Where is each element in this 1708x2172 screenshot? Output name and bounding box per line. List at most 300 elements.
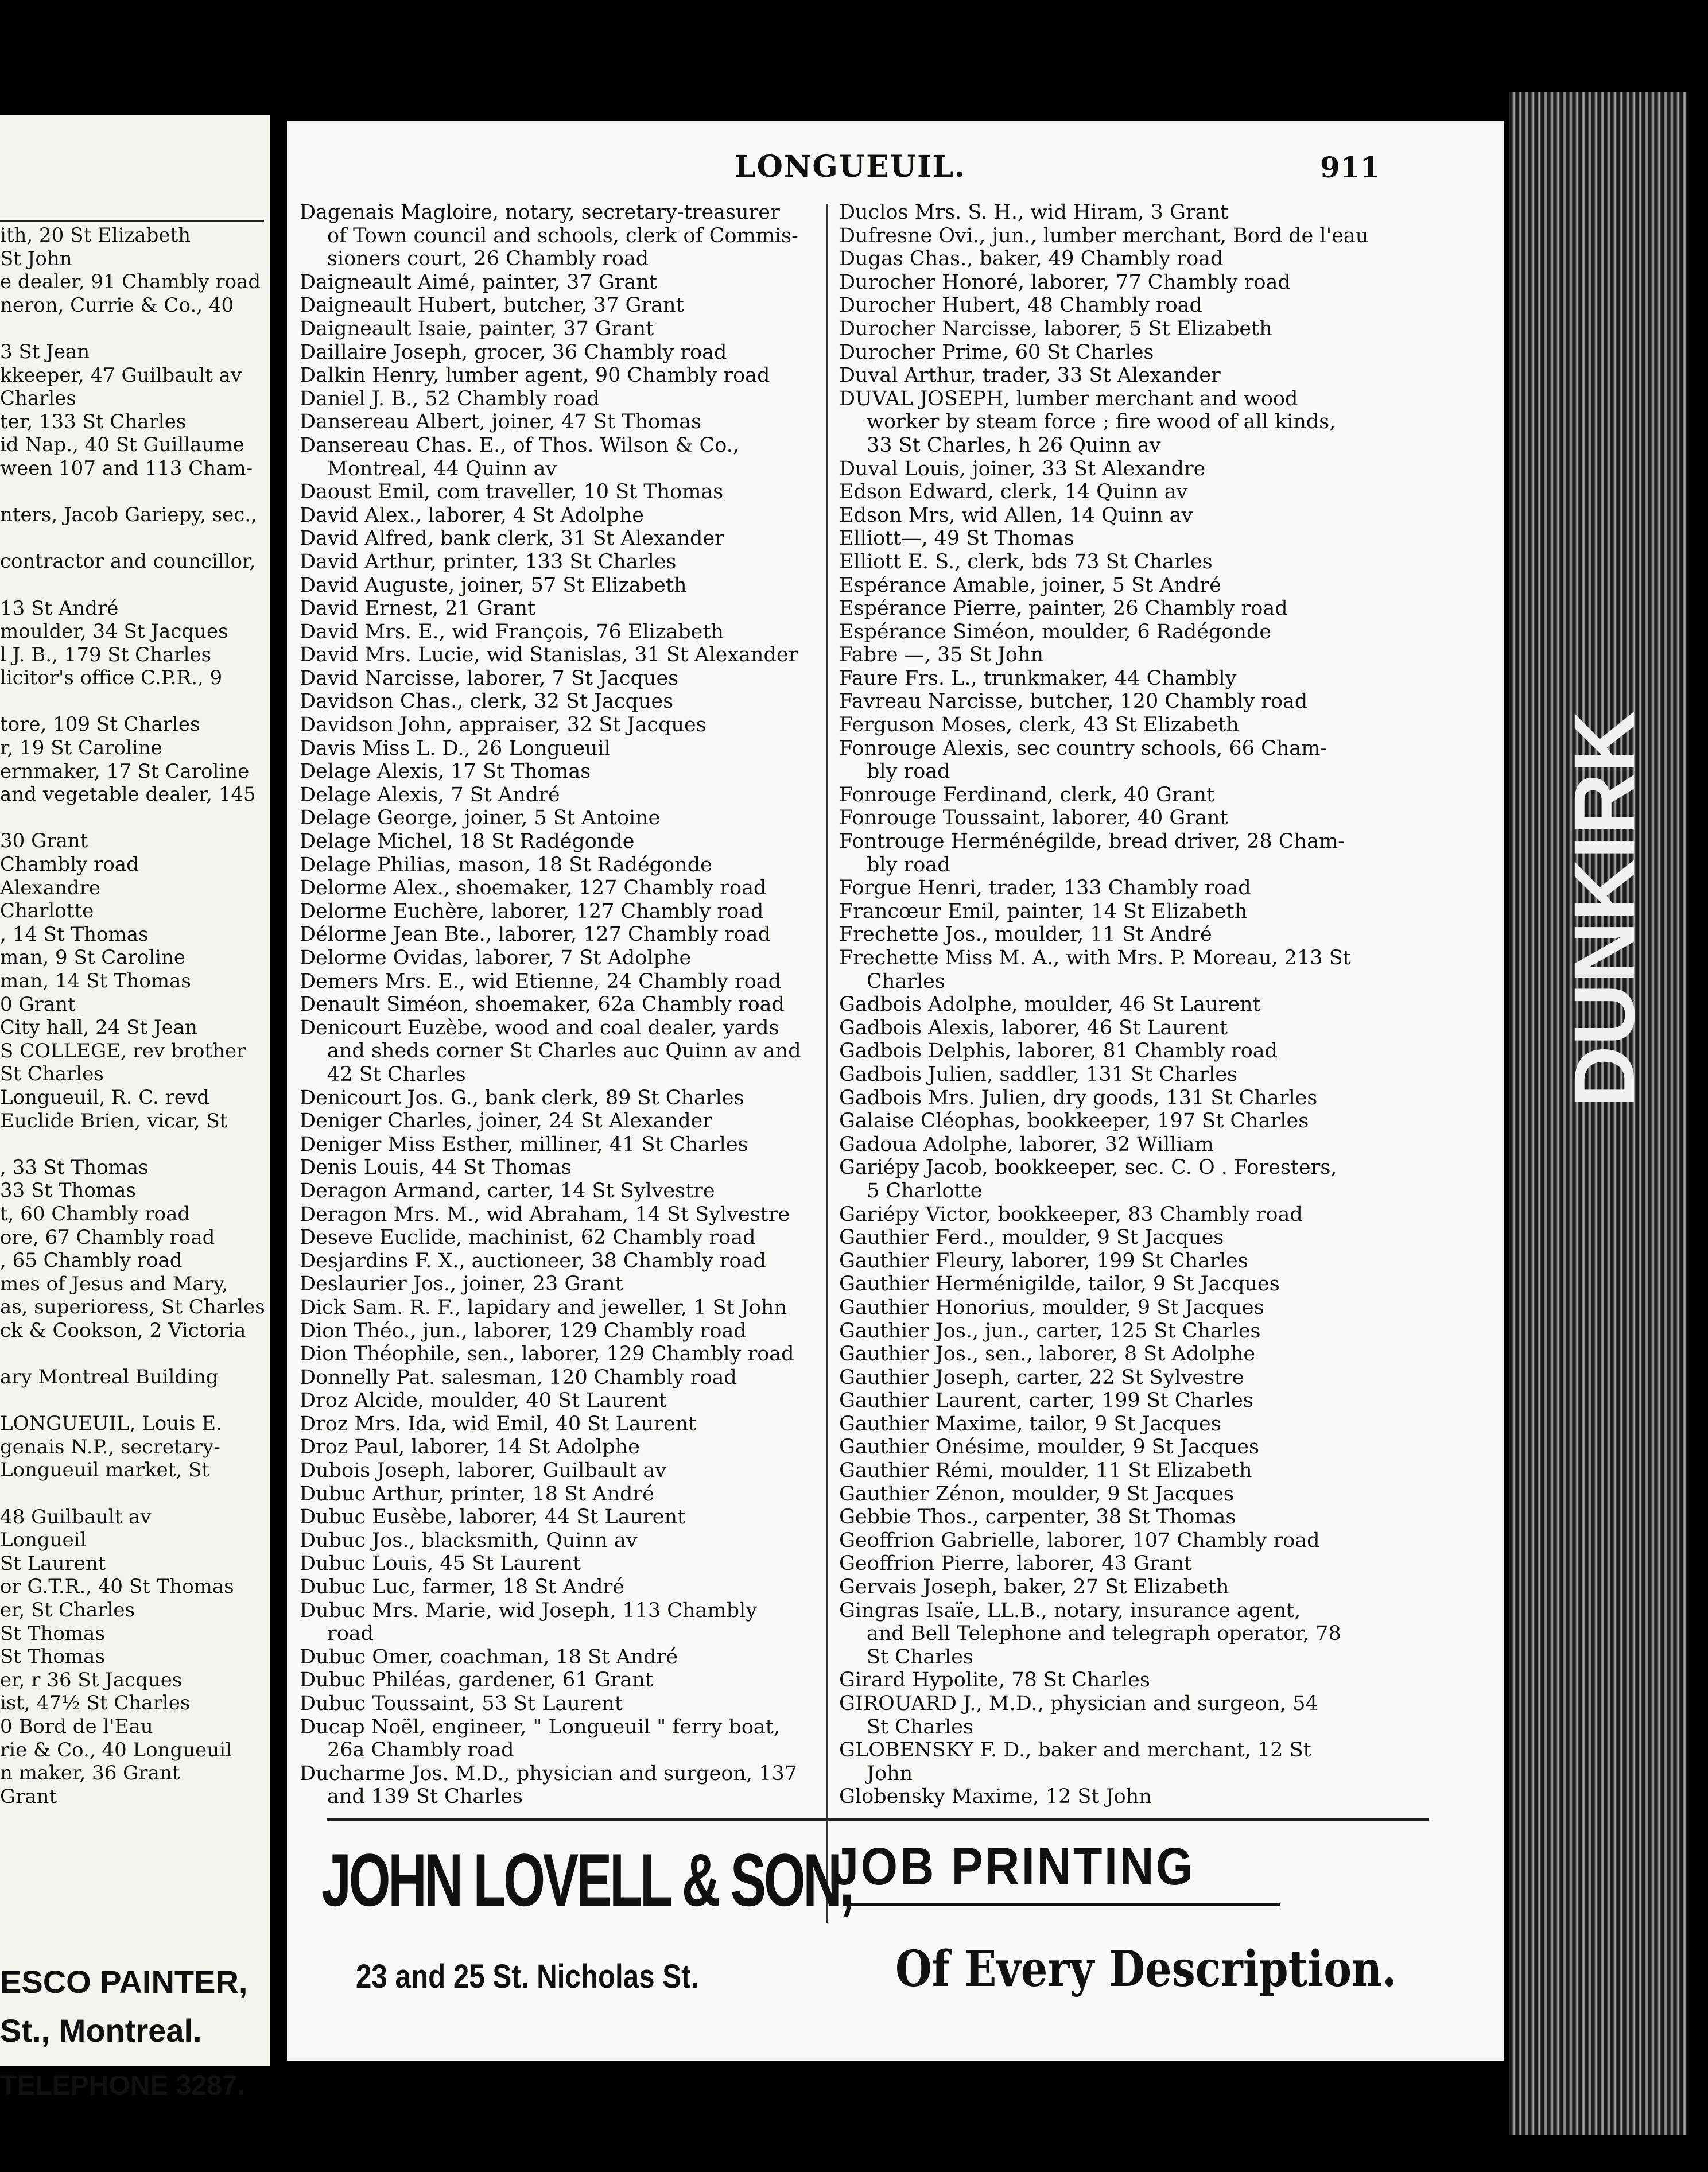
entry-line: Fontrouge Herménégilde, bread driver, 28 Cham- (839, 830, 1345, 854)
directory-entry (300, 1436, 833, 1459)
facing-page-line: LONGUEUIL, Louis E. (0, 1412, 222, 1436)
entry-line: Droz Paul, laborer, 14 St Adolphe (300, 1436, 640, 1459)
facing-page-line (0, 1389, 270, 1413)
facing-page-line: 30 Grant (0, 829, 88, 853)
facing-page-line: l J. B., 179 St Charles (0, 643, 212, 666)
entry-line: Daigneault Isaie, painter, 37 Grant (300, 317, 654, 340)
facing-page-line: contractor and councillor, (0, 550, 256, 573)
directory-entry (300, 1646, 833, 1669)
facing-page-line: and vegetable dealer, 145 (0, 783, 256, 806)
entry-line: Elliott—, 49 St Thomas (839, 527, 1074, 550)
entry-line: Espérance Siméon, moulder, 6 Radégonde (839, 620, 1272, 643)
facing-page-line: tore, 109 St Charles (0, 713, 200, 736)
directory-entry (839, 1483, 1413, 1506)
entry-line: Dubuc Eusèbe, laborer, 44 St Laurent (300, 1506, 686, 1529)
entry-line: Gauthier Herménigilde, tailor, 9 St Jacques (839, 1273, 1280, 1296)
entry-continuation: St Charles (867, 1715, 973, 1739)
entry-line: Deragon Mrs. M., wid Abraham, 14 St Sylvestre (300, 1203, 790, 1226)
entry-line: Edson Edward, clerk, 14 Quinn av (839, 480, 1188, 504)
directory-entry (300, 900, 833, 924)
entry-line: Edson Mrs, wid Allen, 14 Quinn av (839, 503, 1193, 527)
facing-page-line: City hall, 24 St Jean (0, 1016, 197, 1040)
entry-line: GLOBENSKY F. D., baker and merchant, 12 St (839, 1739, 1311, 1762)
directory-entry (839, 713, 1413, 737)
lovell-ad (321, 1837, 852, 1995)
entry-line: Durocher Honoré, laborer, 77 Chambly road (839, 270, 1291, 294)
fresco-ad-line2: St., Montreal. (0, 2012, 202, 2049)
directory-entry (300, 317, 833, 341)
directory-entry (300, 1599, 833, 1646)
directory-entry (839, 224, 1413, 248)
facing-page-line: St Thomas (0, 1645, 105, 1669)
directory-entry (839, 1203, 1413, 1227)
directory-entry (300, 1156, 833, 1180)
facing-page-line: as, superioress, St Charles (0, 1296, 265, 1319)
directory-entry (300, 1413, 833, 1436)
directory-entry (839, 1250, 1413, 1273)
directory-entry (300, 993, 833, 1017)
directory-entry (839, 1669, 1413, 1692)
directory-entry (839, 1692, 1413, 1739)
directory-entry (839, 1017, 1413, 1040)
directory-entry (839, 480, 1413, 504)
directory-entry (300, 1320, 833, 1343)
directory-entry (300, 271, 833, 294)
entry-line: Ducap Noël, engineer, " Longueuil " ferry boat, (300, 1715, 780, 1739)
entry-line: Droz Alcide, moulder, 40 St Laurent (300, 1389, 667, 1413)
entry-line: Geoffrion Pierre, laborer, 43 Grant (839, 1552, 1193, 1576)
directory-entry (839, 1436, 1413, 1459)
directory-entry (839, 294, 1413, 317)
directory-entry (300, 1133, 833, 1157)
directory-entry (300, 690, 833, 713)
facing-page-line: id Nap., 40 St Guillaume (0, 433, 244, 457)
directory-entry (300, 597, 833, 620)
facing-page-line: ith, 20 St Elizabeth (0, 224, 191, 247)
directory-entry (300, 784, 833, 807)
facing-page-line: licitor's office C.P.R., 9 (0, 666, 223, 690)
entry-line: Dubuc Louis, 45 St Laurent (300, 1552, 581, 1576)
entry-line: Gauthier Jos., jun., carter, 125 St Charles (839, 1319, 1261, 1343)
entry-line: Dion Théophile, sen., laborer, 129 Chambly road (300, 1343, 794, 1366)
directory-entry (839, 1529, 1413, 1553)
entry-continuation: 26a Chambly road (327, 1739, 514, 1762)
facing-page-line: Longueuil market, St (0, 1459, 209, 1482)
job-printing-description: Of Every Description. (895, 1940, 1397, 1998)
entry-line: Gadbois Mrs. Julien, dry goods, 131 St Charles (839, 1086, 1318, 1110)
directory-entry (300, 201, 833, 271)
entry-line: David Alex., laborer, 4 St Adolphe (300, 503, 645, 527)
facing-page-line: Grant (0, 1785, 57, 1808)
facing-page-line: St Charles (0, 1062, 104, 1086)
entry-line: Gauthier Jos., sen., laborer, 8 St Adolphe (839, 1343, 1256, 1366)
directory-entry (839, 1087, 1413, 1110)
entry-continuation: 33 St Charles, h 26 Quinn av (867, 433, 1161, 457)
entry-line: Gariépy Jacob, bookkeeper, sec. C. O . Foresters, (839, 1156, 1337, 1180)
directory-entry (300, 434, 833, 480)
entry-line: Gauthier Rémi, moulder, 11 St Elizabeth (839, 1459, 1252, 1483)
directory-entry (839, 620, 1413, 644)
directory-entry (300, 1716, 833, 1762)
directory-entry (839, 900, 1413, 924)
entry-line: Durocher Prime, 60 St Charles (839, 340, 1154, 364)
directory-entry (300, 1459, 833, 1483)
edge-stamp: DUNKIRK (1556, 711, 1652, 1108)
directory-entry (300, 527, 833, 550)
entry-line: Dufresne Ovi., jun., lumber merchant, Bord de l'eau (839, 224, 1369, 247)
facing-page-line: S COLLEGE, rev brother (0, 1039, 246, 1062)
facing-page-line: e dealer, 91 Chambly road (0, 270, 261, 294)
facing-page-line: er, St Charles (0, 1599, 135, 1622)
facing-page-line: r, 19 St Caroline (0, 736, 162, 760)
entry-continuation: and sheds corner St Charles auc Quinn av and (327, 1040, 801, 1063)
directory-entry (839, 1156, 1413, 1203)
entry-line: Durocher Hubert, 48 Chambly road (839, 294, 1202, 317)
directory-entry (300, 854, 833, 877)
page-number: 911 (1320, 150, 1380, 184)
facing-page-line (0, 527, 270, 550)
entry-continuation: 5 Charlotte (867, 1179, 983, 1203)
facing-page-line: n maker, 36 Grant (0, 1762, 180, 1785)
directory-entry (839, 1739, 1413, 1785)
directory-entry (839, 550, 1413, 574)
facing-page-line: genais N.P., secretary- (0, 1435, 220, 1459)
facing-page-line: or G.T.R., 40 St Thomas (0, 1575, 234, 1599)
directory-entry (839, 1785, 1413, 1809)
directory-entry (300, 1017, 833, 1087)
facing-page-line: rie & Co., 40 Longueuil (0, 1738, 232, 1762)
entry-continuation: St Charles (867, 1645, 973, 1669)
facing-page-line: , 33 St Thomas (0, 1155, 149, 1179)
entry-line: Dick Sam. R. F., lapidary and jeweller, 1 St John (300, 1296, 787, 1319)
entry-continuation: of Town council and schools, clerk of Commis- (327, 224, 798, 247)
lovell-ad-name: JOHN LOVELL & SON, (321, 1838, 852, 1922)
facing-page-line: ist, 47½ St Charles (0, 1692, 191, 1715)
facing-page-line: moulder, 34 St Jacques (0, 620, 228, 643)
directory-entry (839, 876, 1413, 900)
facing-page-line: St John (0, 247, 72, 270)
entry-line: Dubois Joseph, laborer, Guilbault av (300, 1459, 667, 1483)
directory-entry (300, 1389, 833, 1413)
entry-line: David Auguste, joiner, 57 St Elizabeth (300, 573, 687, 597)
directory-entry (839, 317, 1413, 341)
entry-line: Dagenais Magloire, notary, secretary-treasurer (300, 201, 780, 224)
entry-line: Galaise Cléophas, bookkeeper, 197 St Charles (839, 1110, 1309, 1133)
directory-entry (300, 1762, 833, 1809)
directory-entry (300, 1669, 833, 1692)
directory-entry (300, 1226, 833, 1250)
facing-page-line: ween 107 and 113 Cham- (0, 456, 253, 480)
facing-page-line: ernmaker, 17 St Caroline (0, 759, 250, 783)
entry-line: Delage Philias, mason, 18 St Radégonde (300, 853, 712, 876)
entry-line: Denault Siméon, shoemaker, 62a Chambly road (300, 993, 785, 1017)
facing-page-line: man, 9 St Caroline (0, 946, 185, 969)
entry-line: Deniger Miss Esther, milliner, 41 St Charles (300, 1132, 748, 1156)
entry-line: Gauthier Fleury, laborer, 199 St Charles (839, 1249, 1248, 1273)
facing-page-line (0, 1343, 270, 1366)
facing-page-line: Longueil (0, 1529, 87, 1552)
directory-entry (300, 1180, 833, 1203)
directory-entry (839, 1599, 1413, 1669)
entry-line: Dansereau Chas. E., of Thos. Wilson & Co., (300, 433, 739, 457)
directory-entry (839, 643, 1413, 667)
directory-entry (300, 550, 833, 574)
entry-line: Deslaurier Jos., joiner, 23 Grant (300, 1273, 623, 1296)
directory-entry (839, 597, 1413, 620)
directory-entry (300, 294, 833, 317)
facing-page-line (0, 1132, 270, 1156)
entry-line: Delage Alexis, 7 St André (300, 783, 560, 806)
facing-page-line: mes of Jesus and Mary, (0, 1272, 228, 1296)
entry-line: Dubuc Omer, coachman, 18 St André (300, 1645, 678, 1669)
facing-page-line: Alexandre (0, 876, 101, 899)
directory-entry (839, 247, 1413, 271)
directory-entry (839, 784, 1413, 807)
job-printing-underline (844, 1903, 1280, 1906)
facing-page-line: man, 14 St Thomas (0, 969, 191, 992)
directory-entry (839, 341, 1413, 364)
entry-line: Gauthier Honorius, moulder, 9 St Jacques (839, 1296, 1264, 1319)
job-printing-title: JOB PRINTING (832, 1837, 1195, 1896)
entry-line: Dubuc Mrs. Marie, wid Joseph, 113 Chambly (300, 1599, 757, 1622)
facing-page-line: nters, Jacob Gariepy, sec., (0, 503, 257, 527)
directory-entry (839, 1506, 1413, 1529)
facing-page-line: t, 60 Chambly road (0, 1202, 191, 1225)
entry-line: Dubuc Jos., blacksmith, Quinn av (300, 1529, 638, 1552)
directory-entry (300, 620, 833, 644)
facing-page-line: Charlotte (0, 899, 94, 923)
entry-line: Dion Théo., jun., laborer, 129 Chambly road (300, 1319, 747, 1343)
entry-continuation: and Bell Telephone and telegraph operator, 78 (867, 1622, 1341, 1646)
facing-page-line (0, 690, 270, 713)
directory-entry (839, 527, 1413, 550)
entry-line: Delage Michel, 18 St Radégonde (300, 830, 635, 854)
entry-line: Gadbois Alexis, laborer, 46 St Laurent (839, 1016, 1228, 1040)
directory-entry (300, 1506, 833, 1529)
directory-entry (300, 504, 833, 528)
facing-page-line: 33 St Thomas (0, 1179, 136, 1203)
entry-line: Denis Louis, 44 St Thomas (300, 1156, 572, 1180)
facing-page-line: ck & Cookson, 2 Victoria (0, 1318, 246, 1342)
directory-entry (300, 667, 833, 691)
directory-entry (839, 1576, 1413, 1599)
directory-entry (839, 737, 1413, 784)
directory-entry (300, 387, 833, 411)
entry-line: David Ernest, 21 Grant (300, 597, 536, 620)
entry-line: Delorme Alex., shoemaker, 127 Chambly road (300, 876, 767, 900)
facing-page-line: kkeeper, 47 Guilbault av (0, 363, 242, 387)
entry-line: Duclos Mrs. S. H., wid Hiram, 3 Grant (839, 201, 1229, 224)
entry-line: Gingras Isaïe, LL.B., notary, insurance agent, (839, 1599, 1301, 1622)
entry-line: Fonrouge Ferdinand, clerk, 40 Grant (839, 783, 1215, 806)
directory-entry (839, 806, 1413, 830)
entry-line: Frechette Miss M. A., with Mrs. P. Moreau, 213 St (839, 947, 1351, 969)
facing-page-line: , 14 St Thomas (0, 922, 149, 946)
directory-entry (300, 876, 833, 900)
directory-entry (839, 504, 1413, 528)
entry-line: Davis Miss L. D., 26 Longueuil (300, 736, 611, 760)
entry-line: GIROUARD J., M.D., physician and surgeon, 54 (839, 1692, 1318, 1715)
entry-line: Duval Arthur, trader, 33 St Alexander (839, 364, 1221, 387)
directory-entry (300, 806, 833, 830)
directory-entry (300, 480, 833, 504)
entry-line: Daigneault Hubert, butcher, 37 Grant (300, 294, 684, 317)
entry-line: Favreau Narcisse, butcher, 120 Chambly road (839, 690, 1308, 713)
entry-line: Ducharme Jos. M.D., physician and surgeon, 137 (300, 1762, 798, 1785)
entry-line: Gauthier Laurent, carter, 199 St Charles (839, 1389, 1253, 1413)
directory-entry (839, 690, 1413, 713)
directory-entry (300, 1576, 833, 1599)
fresco-painter-ad (0, 1963, 270, 2101)
directory-entry (839, 1320, 1413, 1343)
directory-entry (300, 1343, 833, 1366)
entry-line: David Narcisse, laborer, 7 St Jacques (300, 666, 679, 690)
facing-page-line: St Laurent (0, 1552, 106, 1575)
facing-page-line: 0 Bord de l'Eau (0, 1715, 153, 1738)
entry-line: Espérance Pierre, painter, 26 Chambly road (839, 597, 1288, 620)
directory-entry (839, 923, 1413, 947)
entry-continuation: and 139 St Charles (327, 1785, 523, 1809)
entry-line: Forgue Henri, trader, 133 Chambly road (839, 876, 1251, 900)
entry-line: David Mrs. Lucie, wid Stanislas, 31 St Alexander (300, 643, 798, 667)
entry-line: Francœur Emil, painter, 14 St Elizabeth (839, 899, 1248, 923)
facing-page-line: neron, Currie & Co., 40 (0, 293, 234, 317)
directory-entry (300, 947, 833, 970)
entry-line: Fonrouge Alexis, sec country schools, 66 Cham- (839, 736, 1327, 760)
entry-line: Elliott E. S., clerk, bds 73 St Charles (839, 550, 1213, 573)
entry-line: Dansereau Albert, joiner, 47 St Thomas (300, 410, 702, 434)
entry-line: David Alfred, bank clerk, 31 St Alexander (300, 527, 724, 550)
facing-page-line: ore, 67 Chambly road (0, 1225, 215, 1249)
entry-line: Dubuc Toussaint, 53 St Laurent (300, 1692, 623, 1715)
entry-continuation: worker by steam force ; fire wood of all kinds, (867, 410, 1336, 434)
facing-page-line: ter, 133 St Charles (0, 410, 187, 433)
directory-entry (839, 457, 1413, 481)
directory-entry (300, 1483, 833, 1506)
directory-entry (839, 1389, 1413, 1413)
facing-page-line: ary Montreal Building (0, 1366, 219, 1389)
facing-page-line: , 65 Chambly road (0, 1249, 183, 1273)
facing-page-line (0, 1482, 270, 1506)
entry-line: Gadbois Delphis, laborer, 81 Chambly road (839, 1040, 1278, 1063)
page-title: LONGUEUIL. (735, 149, 966, 184)
facing-page-fragment (0, 115, 270, 2101)
directory-entry (839, 1413, 1413, 1436)
facing-page-line: 13 St André (0, 596, 119, 620)
directory-entry (300, 1366, 833, 1390)
entry-line: Droz Mrs. Ida, wid Emil, 40 St Laurent (300, 1412, 697, 1436)
entry-line: Dubuc Arthur, printer, 18 St André (300, 1482, 654, 1506)
directory-entry (839, 574, 1413, 598)
entry-continuation: Montreal, 44 Quinn av (327, 457, 557, 480)
directory-entry (300, 830, 833, 854)
entry-line: David Mrs. E., wid François, 76 Elizabeth (300, 620, 724, 643)
directory-entry (300, 643, 833, 667)
entry-continuation: sioners court, 26 Chambly road (327, 247, 649, 271)
directory-entry (300, 1692, 833, 1716)
directory-entry (300, 970, 833, 994)
entry-line: Gadbois Julien, saddler, 131 St Charles (839, 1062, 1238, 1086)
directory-entry (300, 1273, 833, 1296)
directory-entry (839, 271, 1413, 294)
directory-entry (300, 713, 833, 737)
entry-line: Duval Louis, joiner, 33 St Alexandre (839, 457, 1206, 480)
directory-entry (839, 364, 1413, 387)
entry-line: Daoust Emil, com traveller, 10 St Thomas (300, 480, 724, 504)
entry-line: Desjardins F. X., auctioneer, 38 Chambly road (300, 1249, 766, 1273)
entry-line: Globensky Maxime, 12 St John (839, 1785, 1152, 1809)
directory-entry (300, 410, 833, 434)
entry-line: David Arthur, printer, 133 St Charles (300, 550, 677, 573)
directory-entry (300, 923, 833, 947)
entry-line: Gauthier Onésime, moulder, 9 St Jacques (839, 1436, 1259, 1459)
entry-line: Fabre —, 35 St John (839, 643, 1044, 667)
directory-entry (839, 1133, 1413, 1157)
directory-entry (839, 1110, 1413, 1133)
facing-page-rule (0, 220, 264, 222)
entry-line: Girard Hypolite, 78 St Charles (839, 1669, 1150, 1692)
entry-line: Gauthier Joseph, carter, 22 St Sylvestre (839, 1366, 1244, 1389)
entry-line: Gervais Joseph, baker, 27 St Elizabeth (839, 1576, 1229, 1599)
entry-line: Deragon Armand, carter, 14 St Sylvestre (300, 1179, 715, 1203)
directory-entry (839, 1040, 1413, 1063)
directory-entry (839, 993, 1413, 1017)
directory-entry (300, 1529, 833, 1553)
fresco-ad-line1: ESCO PAINTER, (0, 1964, 248, 2000)
listing-bottom-rule (327, 1818, 1429, 1821)
column-divider (826, 204, 828, 1923)
fresco-ad-line3: TELEPHONE 3287. (0, 2070, 245, 2101)
entry-line: Faure Frs. L., trunkmaker, 44 Chambly (839, 666, 1237, 690)
directory-entry (839, 1063, 1413, 1087)
facing-page-line (0, 480, 270, 504)
directory-entry (839, 201, 1413, 224)
facing-page-line: Chambly road (0, 853, 139, 876)
entry-line: Deniger Charles, joiner, 24 St Alexander (300, 1110, 713, 1133)
directory-entry (300, 1203, 833, 1227)
entry-line: Delage George, joiner, 5 St Antoine (300, 806, 661, 830)
entry-line: Durocher Narcisse, laborer, 5 St Elizabeth (839, 317, 1272, 340)
facing-page-line: er, r 36 St Jacques (0, 1668, 183, 1692)
directory-entry (300, 1087, 833, 1110)
entry-line: Gebbie Thos., carpenter, 38 St Thomas (839, 1506, 1236, 1529)
entry-line: Fonrouge Toussaint, laborer, 40 Grant (839, 806, 1228, 830)
directory-entry (839, 667, 1413, 691)
directory-entry (300, 1250, 833, 1273)
left-column-listing (300, 201, 833, 1809)
directory-entry (300, 364, 833, 387)
entry-continuation: 42 St Charles (327, 1062, 466, 1086)
entry-line: Gauthier Maxime, tailor, 9 St Jacques (839, 1412, 1221, 1436)
facing-page-line: 0 Grant (0, 992, 76, 1016)
entry-line: Delorme Ovidas, laborer, 7 St Adolphe (300, 947, 692, 969)
lovell-ad-address: 23 and 25 St. Nicholas St. (356, 1958, 699, 1995)
directory-entry (839, 1366, 1413, 1390)
entry-line: Daillaire Joseph, grocer, 36 Chambly road (300, 340, 727, 364)
entry-line: Espérance Amable, joiner, 5 St André (839, 573, 1221, 597)
directory-entry (839, 387, 1413, 457)
entry-line: Delage Alexis, 17 St Thomas (300, 760, 591, 784)
facing-page-line (0, 806, 270, 830)
job-printing-ad (832, 1837, 1435, 1998)
directory-entry (300, 574, 833, 598)
facing-page-line: Charles (0, 387, 76, 410)
directory-entry (300, 737, 833, 761)
entry-line: Gadbois Adolphe, moulder, 46 St Laurent (839, 993, 1261, 1017)
directory-entry (839, 1226, 1413, 1250)
entry-line: Délorme Jean Bte., laborer, 127 Chambly road (300, 923, 771, 947)
facing-page-line (0, 573, 270, 597)
